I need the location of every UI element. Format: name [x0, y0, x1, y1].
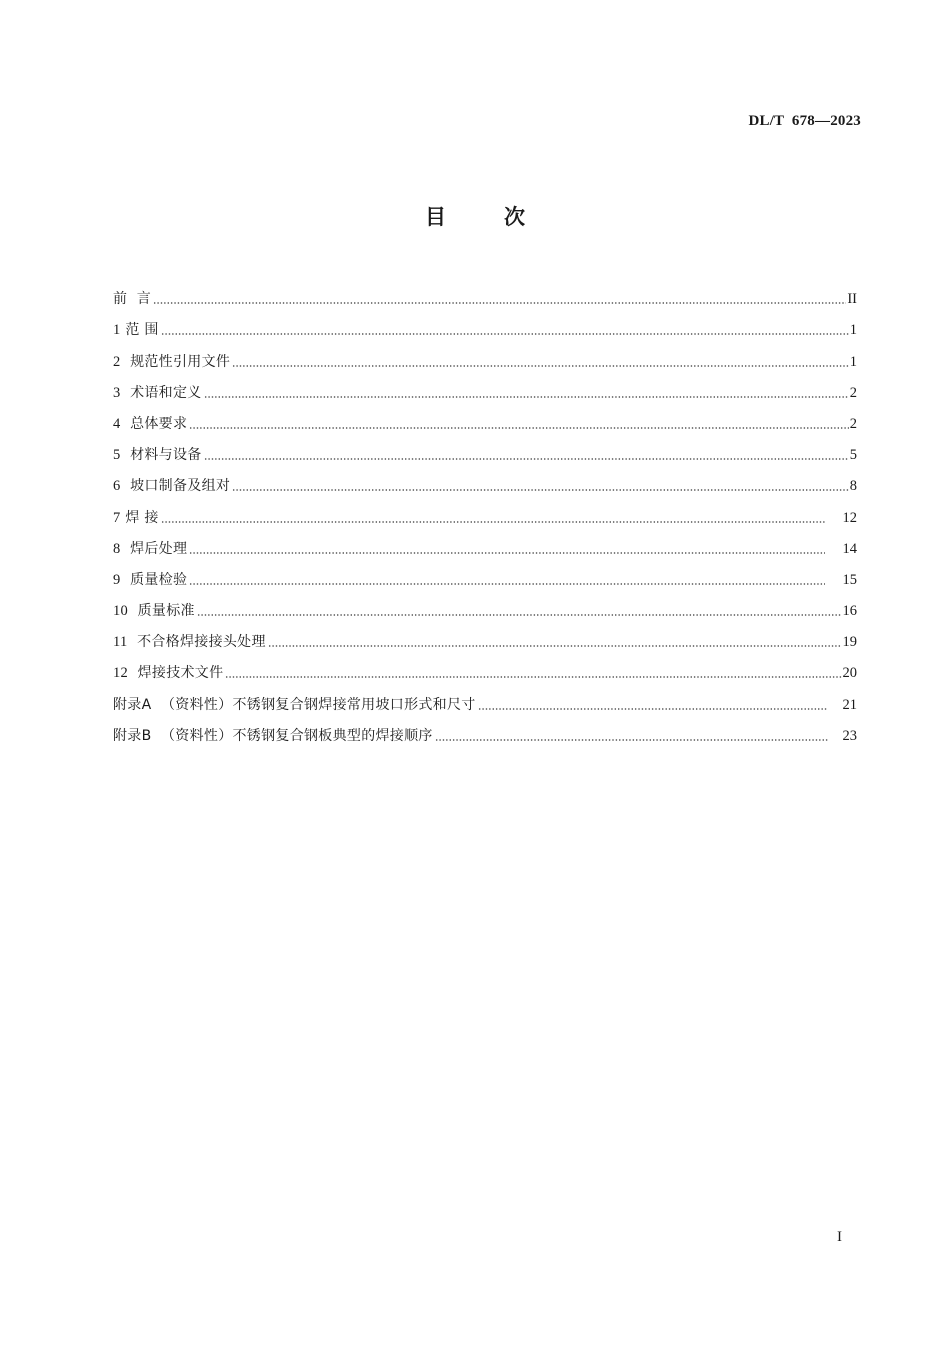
dot-leader [225, 676, 841, 678]
toc-entry-page: 1 [849, 353, 857, 370]
dot-leader [161, 521, 825, 523]
toc-entry-label: 4 总体要求 [113, 415, 188, 432]
toc-entry-label: 9 质量检验 [113, 571, 188, 588]
toc-entry-label: 1 范 围 [113, 322, 159, 339]
toc-entry-5[interactable] [113, 434, 857, 465]
toc-entry-appendix-b[interactable] [113, 715, 857, 746]
page-number: I [837, 1229, 842, 1245]
toc-entry-label: 10 质量标准 [113, 603, 195, 620]
toc-entry-page: 21 [842, 696, 857, 713]
toc-entry-page: II [847, 291, 857, 308]
dot-leader [189, 427, 848, 429]
dot-leader [197, 614, 842, 616]
toc-entry-page: 16 [842, 603, 857, 620]
dot-leader [204, 396, 849, 398]
toc-entry-12[interactable] [113, 652, 857, 683]
dot-leader [232, 489, 849, 491]
dot-leader [204, 458, 849, 460]
toc-entry-page: 1 [849, 322, 857, 339]
toc-entry-label: 8 焊后处理 [113, 540, 188, 557]
toc-entry-4[interactable] [113, 403, 857, 434]
toc-entry-1[interactable] [113, 309, 857, 340]
toc-entry-page: 8 [849, 478, 857, 495]
toc-entry-3[interactable] [113, 372, 857, 403]
dot-leader [161, 333, 849, 335]
toc-entry-page: 14 [842, 540, 857, 557]
toc-entry-label: 5 材料与设备 [113, 447, 202, 464]
toc-entry-page: 2 [849, 384, 857, 401]
toc-entry-8[interactable] [113, 528, 857, 559]
toc-entry-label: 2 规范性引用文件 [113, 353, 231, 370]
toc-entry-page: 12 [842, 509, 857, 526]
toc-entry-foreword[interactable] [113, 278, 857, 309]
toc-entry-label: 附录B （资料性）不锈钢复合钢板典型的焊接顺序 [113, 727, 433, 744]
toc-entry-page: 5 [849, 447, 857, 464]
toc-entry-appendix-a[interactable] [113, 683, 857, 714]
dot-leader [268, 645, 842, 647]
toc-entry-label: 12 焊接技术文件 [113, 665, 224, 682]
toc-entry-label: 11 不合格焊接接头处理 [113, 634, 266, 651]
toc-entry-page: 15 [842, 571, 857, 588]
toc-entry-page: 19 [842, 634, 857, 651]
toc-entry-10[interactable] [113, 590, 857, 621]
toc-title-char-1: 目 [425, 205, 446, 229]
document-code: DL/T 678—2023 [748, 113, 861, 129]
toc-entry-2[interactable] [113, 340, 857, 371]
toc-entry-label: 7 焊 接 [113, 509, 159, 526]
dot-leader [435, 739, 828, 741]
dot-leader [478, 708, 828, 710]
toc-entry-9[interactable] [113, 559, 857, 590]
dot-leader [153, 302, 846, 304]
toc-entry-page: 20 [842, 665, 857, 682]
toc-list [113, 278, 857, 746]
toc-entry-label: 3 术语和定义 [113, 384, 202, 401]
dot-leader [232, 365, 849, 367]
toc-title [0, 201, 950, 231]
toc-entry-label: 6 坡口制备及组对 [113, 478, 231, 495]
toc-entry-11[interactable] [113, 621, 857, 652]
dot-leader [189, 552, 825, 554]
toc-entry-6[interactable] [113, 465, 857, 496]
toc-entry-label: 前 言 [113, 291, 152, 308]
toc-entry-label: 附录A （资料性）不锈钢复合钢焊接常用坡口形式和尺寸 [113, 696, 476, 713]
toc-entry-page: 23 [842, 727, 857, 744]
toc-entry-7[interactable] [113, 496, 857, 527]
dot-leader [189, 583, 825, 585]
toc-entry-page: 2 [849, 415, 857, 432]
toc-title-char-2: 次 [504, 205, 525, 229]
